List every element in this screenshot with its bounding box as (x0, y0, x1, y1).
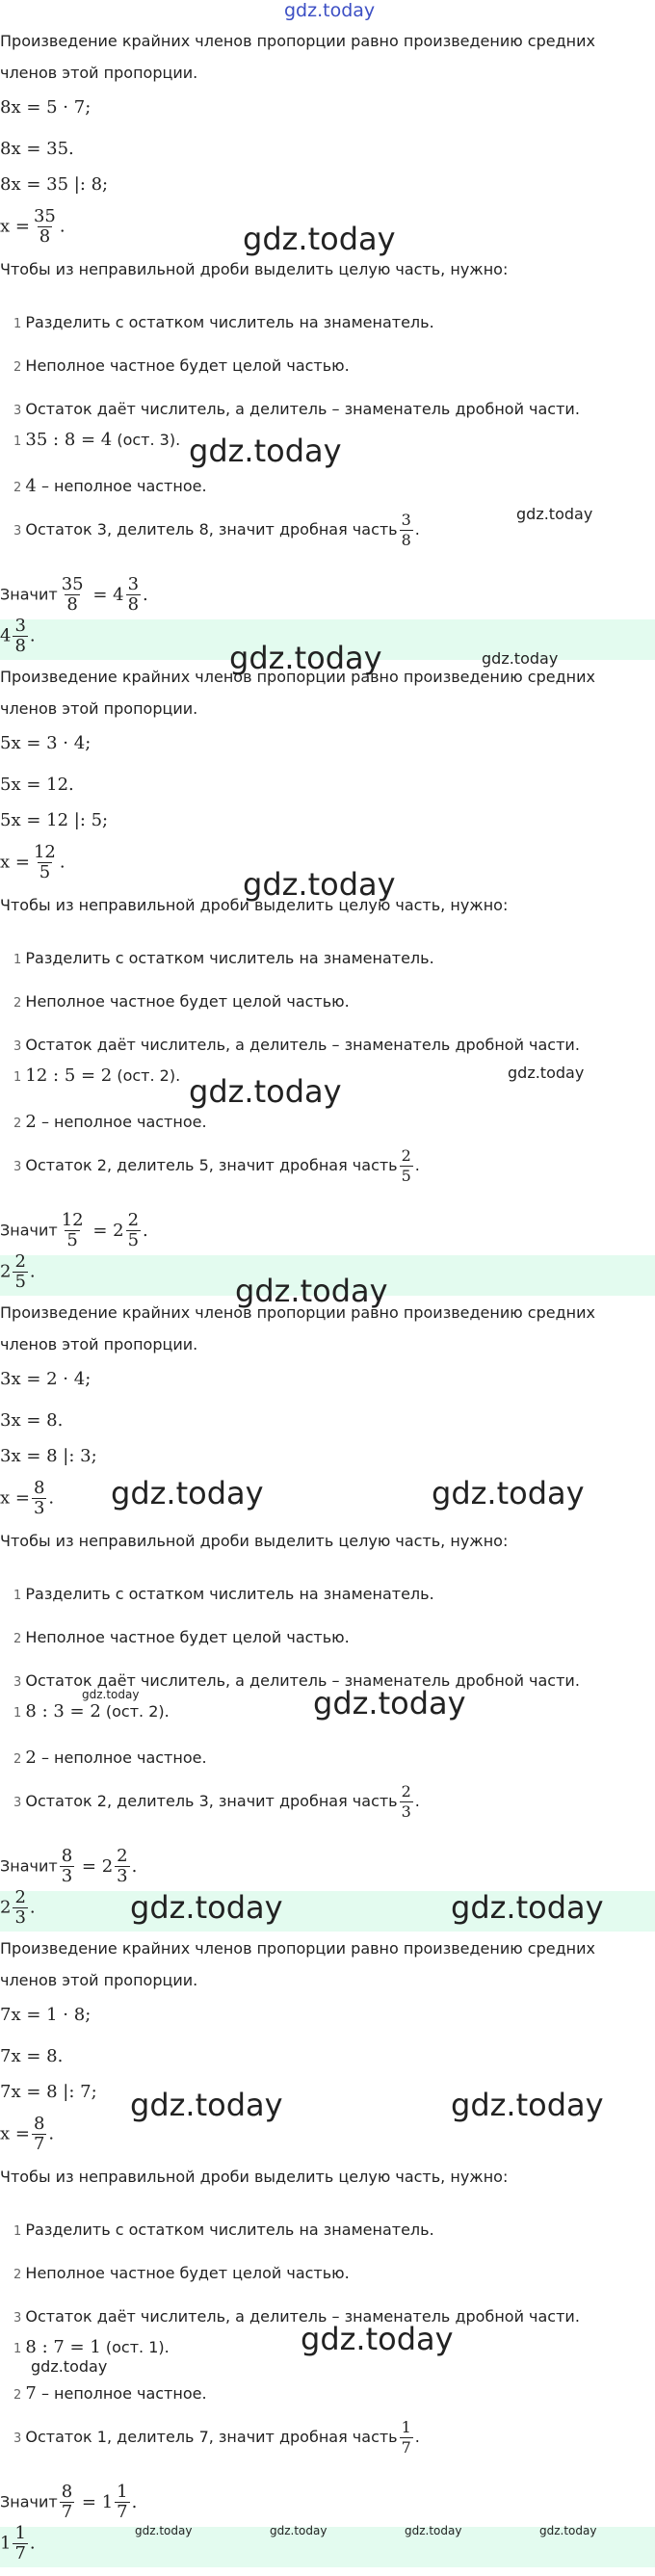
intro-line: Произведение крайних членов пропорции равно произведению средних (0, 668, 595, 686)
fraction-denominator: 7 (14, 2543, 26, 2563)
conclusion-label: Значит (0, 1221, 58, 1240)
equation-result (0, 1479, 54, 1518)
fraction-numerator: 3 (14, 616, 26, 636)
equation-step: 5x = 3 · 4; (0, 733, 92, 753)
numbered-step (13, 313, 434, 334)
fraction-denominator: 8 (401, 531, 411, 549)
fraction-part (400, 511, 413, 550)
punctuation: . (143, 1220, 148, 1241)
punctuation: . (29, 625, 36, 646)
step-text: Разделить с остатком числитель на знаменатель. (25, 313, 434, 331)
punctuation: . (131, 1855, 138, 1877)
step-number: 3 (13, 1675, 26, 1690)
step-number: 3 (13, 1039, 26, 1054)
answer-fraction (13, 617, 27, 656)
fraction-denominator: 8 (14, 636, 26, 656)
step-number: 3 (13, 1160, 26, 1174)
intro-line: Произведение крайних членов пропорции равно произведению средних (0, 1303, 595, 1322)
step-text: Неполное частное будет целой частью. (25, 356, 350, 375)
answer-whole: 1 (0, 2533, 12, 2554)
answer-whole: 2 (0, 1261, 12, 1282)
step-number: 2 (13, 1632, 26, 1646)
answer-fraction (13, 1252, 27, 1292)
equals-sign: = (87, 1220, 114, 1241)
fraction-denominator: 8 (66, 594, 78, 615)
equals-sign: = (76, 2491, 102, 2512)
fraction-numerator: 2 (14, 1251, 26, 1272)
fraction-numerator: 1 (14, 2523, 26, 2543)
step-number: 1 (13, 2342, 26, 2356)
watermark: gdz.today (313, 1685, 466, 1722)
fraction-denominator: 3 (401, 1802, 411, 1821)
quotient: 2 (25, 1748, 37, 1768)
step-number: 2 (13, 481, 26, 495)
quotient: 7 (25, 2383, 37, 2404)
step-text: Остаток даёт числитель, а делитель – знаменатель дробной части. (25, 1036, 580, 1054)
watermark: gdz.today (451, 2087, 604, 2123)
watermark: gdz.today (270, 2524, 328, 2537)
sub-step (13, 511, 420, 550)
step-text: Остаток даёт числитель, а делитель – знаменатель дробной части. (25, 1671, 580, 1690)
step-number: 1 (13, 1070, 26, 1085)
site-logo[interactable]: gdz.today (284, 0, 376, 21)
sub-step (13, 476, 207, 498)
fraction-part-text: Остаток 2, делитель 5, значит дробная часть (25, 1156, 398, 1174)
answer (0, 2524, 36, 2563)
quotient: 2 (25, 1112, 37, 1132)
sub-step (13, 1701, 170, 1723)
watermark: gdz.today (432, 1475, 585, 1511)
watermark: gdz.today (189, 433, 342, 469)
sub-step (13, 1782, 420, 1822)
remainder-text: (ост. 2). (100, 1702, 170, 1721)
equals-sign: = (87, 584, 114, 605)
punctuation: . (143, 584, 148, 605)
watermark: gdz.today (516, 505, 593, 523)
step-number: 2 (13, 1117, 26, 1131)
step-number: 2 (13, 996, 26, 1011)
remainder-text: (ост. 3). (112, 431, 181, 449)
punctuation: . (48, 2123, 55, 2144)
equation-lhs: x = (0, 2123, 30, 2144)
mixed-fraction-part (126, 1211, 141, 1250)
fraction-denominator: 5 (66, 1230, 78, 1250)
conclusion (0, 1847, 137, 1886)
step-text: Остаток даёт числитель, а делитель – знаменатель дробной части. (25, 2307, 580, 2326)
conclusion (0, 575, 148, 615)
fraction-part-text: Остаток 2, делитель 3, значит дробная часть (25, 1792, 398, 1810)
whole-part: 4 (113, 584, 124, 605)
fraction-numerator: 8 (33, 2114, 45, 2134)
numbered-step (13, 2221, 434, 2242)
fraction-part (400, 2418, 413, 2458)
remainder-text: (ост. 1). (100, 2338, 170, 2356)
result-fraction (32, 207, 58, 247)
equation-result (0, 207, 66, 247)
conclusion-label: Значит (0, 1856, 58, 1876)
watermark: gdz.today (405, 2524, 462, 2537)
fraction-part-text: Остаток 1, делитель 7, значит дробная часть (25, 2428, 398, 2446)
fraction-numerator: 2 (117, 1846, 128, 1866)
watermark: gdz.today (539, 2524, 597, 2537)
remainder-text: (ост. 2). (112, 1066, 181, 1085)
answer (0, 617, 36, 656)
fraction-denominator: 5 (14, 1272, 26, 1292)
watermark: gdz.today (482, 649, 559, 668)
fraction-denominator: 7 (401, 2438, 411, 2457)
fraction-denominator: 3 (117, 1866, 128, 1886)
equation-step: 3x = 8 |: 3; (0, 1446, 97, 1466)
intro-line: Произведение крайних членов пропорции равно произведению средних (0, 1939, 595, 1958)
watermark: gdz.today (130, 2087, 283, 2123)
watermark: gdz.today (451, 1889, 604, 1926)
equation-step: 8x = 35. (0, 139, 74, 159)
step-number: 2 (13, 2388, 26, 2403)
mixed-fraction-part (115, 2483, 129, 2522)
sub-step (13, 430, 180, 452)
fraction-denominator: 3 (14, 1907, 26, 1928)
intro-line: членов этой пропорции. (0, 64, 198, 82)
improper-fraction (60, 575, 86, 615)
mixed-fraction-part (126, 575, 141, 615)
numbered-step (13, 356, 350, 378)
watermark: gdz.today (229, 640, 382, 676)
whole-part: 2 (113, 1220, 124, 1241)
equation-result (0, 2115, 54, 2154)
division-expression: 35 : 8 = 4 (25, 430, 113, 450)
watermark: gdz.today (189, 1073, 342, 1110)
sub-step (13, 2337, 170, 2359)
step-number: 1 (13, 317, 26, 331)
numbered-step (13, 2264, 350, 2285)
conclusion (0, 2483, 137, 2522)
intro-line: членов этой пропорции. (0, 1335, 198, 1354)
punctuation: . (29, 2533, 36, 2554)
fraction-numerator: 3 (127, 574, 140, 594)
equation-step: 5x = 12. (0, 775, 74, 795)
fraction-numerator: 2 (401, 1146, 411, 1165)
fraction-denominator: 8 (127, 594, 140, 615)
fraction-numerator: 2 (401, 1782, 411, 1801)
numbered-step (13, 1585, 434, 1606)
division-expression: 8 : 3 = 2 (25, 1701, 101, 1722)
punctuation: . (29, 1897, 36, 1918)
quotient-text: – неполное частное. (36, 2384, 207, 2403)
answer (0, 1888, 36, 1928)
improper-fraction (60, 1847, 74, 1886)
watermark: gdz.today (235, 1273, 388, 1309)
conclusion (0, 1211, 148, 1250)
conclusion-math (58, 2482, 138, 2522)
sub-step (13, 1112, 207, 1134)
watermark: gdz.today (301, 2321, 454, 2357)
punctuation: . (59, 216, 66, 237)
fraction-part (400, 1146, 413, 1186)
watermark: gdz.today (82, 1688, 140, 1701)
step-number: 3 (13, 2311, 26, 2326)
equation-lhs: x = (0, 216, 30, 237)
rule-text: Чтобы из неправильной дроби выделить целую часть, нужно: (0, 1532, 509, 1550)
watermark: gdz.today (243, 866, 396, 903)
step-number: 1 (13, 1706, 26, 1721)
punctuation: . (131, 2491, 138, 2512)
mixed-fraction-part (115, 1847, 129, 1886)
step-number: 2 (13, 1752, 26, 1767)
fraction-denominator: 7 (33, 2134, 45, 2154)
punctuation: . (414, 1792, 420, 1810)
fraction-denominator: 5 (401, 1167, 411, 1185)
conclusion-label: Значит (0, 585, 58, 604)
watermark: gdz.today (111, 1475, 264, 1511)
fraction-numerator: 8 (61, 2482, 73, 2502)
step-number: 1 (13, 1589, 26, 1603)
answer-whole: 2 (0, 1897, 12, 1918)
step-number: 3 (13, 524, 26, 539)
numbered-step (13, 400, 580, 421)
step-text: Неполное частное будет целой частью. (25, 992, 350, 1011)
watermark: gdz.today (508, 1064, 585, 1082)
rule-text: Чтобы из неправильной дроби выделить целую часть, нужно: (0, 896, 509, 914)
step-number: 1 (13, 2224, 26, 2239)
watermark: gdz.today (31, 2357, 108, 2376)
sub-step (13, 2418, 420, 2458)
conclusion-label: Значит (0, 2492, 58, 2511)
answer-fraction (13, 2524, 27, 2563)
step-text: Разделить с остатком числитель на знаменатель. (25, 2221, 434, 2239)
answer-whole: 4 (0, 625, 12, 646)
conclusion-math (58, 1846, 138, 1886)
fraction-numerator: 35 (61, 574, 84, 594)
step-text: Неполное частное будет целой частью. (25, 1628, 350, 1646)
punctuation: . (48, 1487, 55, 1509)
equals-sign: = (76, 1855, 102, 1877)
sub-step (13, 1748, 207, 1770)
step-number: 1 (13, 434, 26, 449)
punctuation: . (414, 2428, 420, 2446)
fraction-part-text: Остаток 3, делитель 8, значит дробная часть (25, 520, 398, 539)
fraction-numerator: 1 (401, 2418, 411, 2436)
improper-fraction (60, 2483, 74, 2522)
fraction-numerator: 12 (33, 842, 56, 862)
fraction-denominator: 7 (117, 2502, 128, 2522)
step-text: Разделить с остатком числитель на знаменатель. (25, 1585, 434, 1603)
fraction-numerator: 1 (117, 2482, 128, 2502)
rule-text: Чтобы из неправильной дроби выделить целую часть, нужно: (0, 2168, 509, 2186)
fraction-numerator: 8 (61, 1846, 73, 1866)
fraction-denominator: 8 (39, 226, 51, 247)
equation-lhs: x = (0, 852, 30, 873)
equation-step: 7x = 8 |: 7; (0, 2082, 97, 2102)
equation-result (0, 843, 66, 882)
quotient-text: – неполное частное. (36, 1113, 207, 1131)
step-text: Неполное частное будет целой частью. (25, 2264, 350, 2282)
step-number: 3 (13, 404, 26, 418)
whole-part: 1 (101, 2491, 114, 2512)
whole-part: 2 (101, 1855, 114, 1877)
numbered-step (13, 1036, 580, 1057)
punctuation: . (414, 520, 420, 539)
conclusion-math (58, 1210, 148, 1250)
quotient-text: – неполное частное. (36, 1748, 207, 1767)
punctuation: . (29, 1261, 36, 1282)
fraction-numerator: 2 (14, 1887, 26, 1907)
equation-step: 8x = 5 · 7; (0, 97, 92, 118)
watermark: gdz.today (135, 2524, 193, 2537)
numbered-step (13, 2307, 580, 2328)
rule-text: Чтобы из неправильной дроби выделить целую часть, нужно: (0, 260, 509, 278)
fraction-numerator: 12 (61, 1210, 84, 1230)
step-number: 3 (13, 2431, 26, 2446)
result-fraction (32, 2115, 46, 2154)
punctuation: . (59, 852, 66, 873)
watermark: gdz.today (130, 1889, 283, 1926)
improper-fraction (60, 1211, 86, 1250)
step-number: 3 (13, 1796, 26, 1810)
fraction-part (400, 1782, 413, 1822)
intro-line: членов этой пропорции. (0, 1971, 198, 1989)
step-number: 2 (13, 360, 26, 375)
fraction-denominator: 5 (39, 862, 51, 882)
conclusion-math (58, 574, 148, 615)
equation-step: 3x = 8. (0, 1410, 64, 1431)
watermark: gdz.today (243, 221, 396, 257)
fraction-denominator: 3 (33, 1498, 45, 1518)
step-number: 1 (13, 953, 26, 967)
fraction-numerator: 3 (401, 511, 411, 529)
equation-step: 7x = 1 · 8; (0, 2005, 92, 2025)
sub-step (13, 2383, 207, 2405)
step-text: Разделить с остатком числитель на знаменатель. (25, 949, 434, 967)
sub-step (13, 1065, 180, 1088)
fraction-denominator: 3 (61, 1866, 73, 1886)
punctuation: . (414, 1156, 420, 1174)
step-text: Остаток даёт числитель, а делитель – знаменатель дробной части. (25, 400, 580, 418)
intro-line: Произведение крайних членов пропорции равно произведению средних (0, 32, 595, 50)
numbered-step (13, 992, 350, 1013)
fraction-denominator: 7 (61, 2502, 73, 2522)
fraction-numerator: 8 (33, 1478, 45, 1498)
step-number: 2 (13, 2268, 26, 2282)
division-expression: 12 : 5 = 2 (25, 1065, 113, 1086)
equation-step: 3x = 2 · 4; (0, 1369, 92, 1389)
intro-line: членов этой пропорции. (0, 699, 198, 718)
quotient-text: – неполное частное. (36, 477, 207, 495)
fraction-numerator: 2 (127, 1210, 140, 1230)
fraction-denominator: 5 (127, 1230, 140, 1250)
equation-step: 5x = 12 |: 5; (0, 810, 109, 830)
answer (0, 1252, 36, 1292)
numbered-step (13, 949, 434, 970)
result-fraction (32, 843, 58, 882)
result-fraction (32, 1479, 46, 1518)
fraction-numerator: 35 (33, 206, 56, 226)
equation-lhs: x = (0, 1487, 30, 1509)
numbered-step (13, 1628, 350, 1649)
division-expression: 8 : 7 = 1 (25, 2337, 101, 2357)
equation-step: 7x = 8. (0, 2046, 64, 2066)
answer-fraction (13, 1888, 27, 1928)
sub-step (13, 1146, 420, 1186)
equation-step: 8x = 35 |: 8; (0, 174, 109, 195)
quotient: 4 (25, 476, 37, 496)
